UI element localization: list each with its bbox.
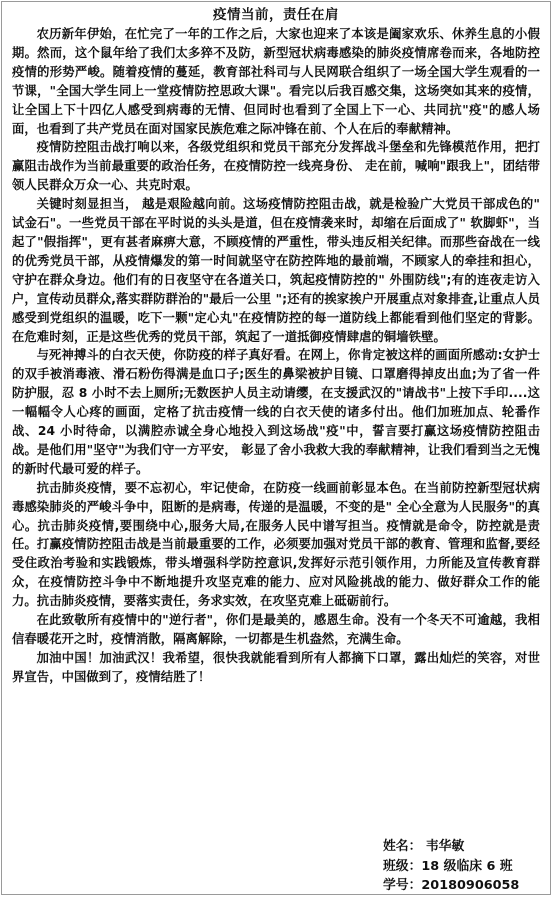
paragraph-6: 在此致敬所有疫情中的"逆行者"，你们是最美的，感恩生命。没有一个冬天不可逾越，我相信春暖花开之时，疫情消散，隔离解除，一切都是生机盎然，充满生命。 <box>12 613 540 646</box>
paragraph-2: 疫情防控阻击战打响以来，各级党组织和党员干部充分发挥战斗堡垒和先锋模范作用，把打赢阻击战作为当前最重要的政治任务，在疫情防控一线亮身份、 走在前，喊响"跟我上"，团结带领人民群众万众一心、共克时艰。 <box>12 140 540 193</box>
essay-title: 疫情当前，责任在肩 <box>213 7 339 23</box>
signature-student-id: 学号：20180906058 <box>383 878 520 893</box>
signature-block <box>383 837 519 896</box>
paragraph-3: 关键时刻显担当， 越是艰险越向前。这场疫情防控阻击战，就是检验广大党员干部成色的" 试金石"。一些党员干部在平时说的头头是道，但在疫情袭来时，却缩在后面成了" 软脚虾"，当起了"假指挥"，更有甚者麻痹大意，不顾疫情的严重性，带头违反相关纪律。而那些奋战在一线的优秀党员干部，从疫情爆发的第一时间就坚守在防控阵地的最前端，不顾家人的牵挂和担心，守护在群众身边。他们有的日夜坚守在各道关口，筑起疫情防控的" 外围防线";有的连夜走访入户，宣传动员群众,落实群防群治的"最后一公里 ";还有的挨家挨户开展重点对象排查,让重点人员感受到党组织的温暖，吃下一颗"定心丸"在疫情防控的每一道防线上都能看到他们坚定的背影。在危难时刻，正是这些优秀的党员干部，筑起了一道抵御疫情肆虐的铜墙铁壁。 <box>12 197 540 344</box>
signature-name: 姓名： 韦华敏 <box>383 839 465 854</box>
signature-class: 班级：18 级临床 6 班 <box>383 858 513 874</box>
paragraph-7: 加油中国！加油武汉！我希望，很快我就能看到所有人都摘下口罩，露出灿烂的笑容，对世界宣告，中国做到了，疫情结胜了！ <box>12 650 540 684</box>
paragraph-5: 抗击肺炎疫情，要不忘初心，牢记使命，在防疫一线画前彰显本色。在当前防控新型冠状病毒感染肺炎的严峻斗争中，阻断的是病毒，传递的是温暖，不变的是" 全心全意为人民服务"的真心。抗击肺炎疫情,要围绕中心,服务大局,在服务人民中谱写担当。疫情就是命令，防控就是责任。打赢疫情防控阻击战是当前最重要的工作，必须要加强对党员干部的教育、管理和监督,要经受住政治考验和实践锻炼，带头增强科学防控意识,发挥好示范引领作用，力所能及宣传教育群众，在疫情防控斗争中不断地提升攻坚克难的能力、应对风险挑战的能力、做好群众工作的能力。抗击肺炎疫情，要落实责任，务求实效，在攻坚克难上砥砺前行。 <box>12 480 540 609</box>
paragraph-1: 农历新年伊始，在忙完了一年的工作之后，大家也迎来了本该是阖家欢乐、休养生息的小假期。然而，这个鼠年给了我们太多猝不及防，新型冠状病毒感染的肺炎疫情席卷而来，各地防控疫情的形势严峻。随着疫情的蔓延，教育部社科司与人民网联合组织了一场全国大学生观看的一节课，"全国大学生同上一堂疫情防控思政大课"。看完以后我百感交集，这场突如其来的疫情，让全国上下十四亿人感受到病毒的无情、但同时也看到了全国上下一心、共同抗"疫"的感人场面，也看到了共产党员在面对国家民族危难之际冲锋在前、个人在后的奉献精神。 <box>12 27 540 136</box>
paragraph-4: 与死神搏斗的白衣天使，你防疫的样子真好看。在网上，你肯定被这样的画面所感动:女护士的双手被消毒液、滑石粉伤得满是血口子;医生的鼻梁被护目镜、口罩磨得掉皮出血;为了省一件防护服，忍 8 小时不去上厕所;无数医护人员主动请缨，在支援武汉的"请战书"上按下手印....这一幅幅令人心疼的画面，定格了抗击疫情一线的白衣天使的诸多付出。他们加班加点、轮番作战、24 小时待命，以满腔赤诚全身心地投入到这场战"疫"中，誓言要打赢这场疫情防控阻击战。是他们用"坚守"为我们守一方平安， 彰显了舍小我救大我的奉献精神，让我们看到当之无愧的新时代最可爱的样子。 <box>12 348 540 476</box>
essay-content <box>12 5 540 687</box>
